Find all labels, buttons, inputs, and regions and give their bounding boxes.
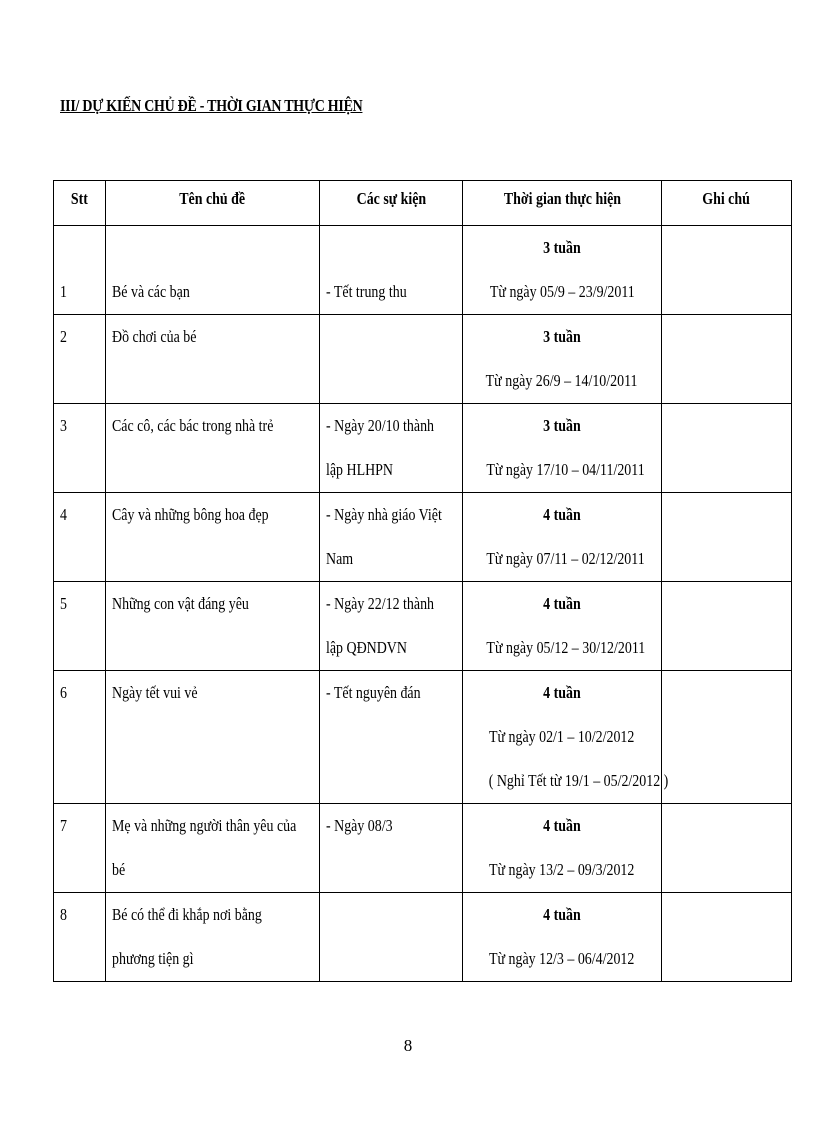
events-cell-text: lập HLHPN (326, 460, 393, 479)
topic-schedule-table (53, 180, 792, 982)
topic-cell-text: phương tiện gì (112, 949, 194, 968)
stt-cell (54, 804, 106, 893)
note-cell (662, 893, 792, 982)
topic-cell (106, 404, 320, 493)
events-cell (320, 493, 463, 582)
events-cell-text: - Ngày 08/3 (326, 816, 393, 835)
stt-cell-text: 5 (60, 594, 67, 613)
time-cell-text: Từ ngày 13/2 – 09/3/2012 (489, 860, 635, 879)
table-row (54, 315, 792, 404)
stt-cell (54, 493, 106, 582)
note-cell (662, 582, 792, 671)
time-cell-text: 3 tuần (543, 327, 581, 346)
topic-cell-text: Những con vật đáng yêu (112, 594, 249, 613)
events-cell (320, 582, 463, 671)
section-heading: III/ DỰ KIẾN CHỦ ĐỀ - THỜI GIAN THỰC HIỆN (60, 96, 363, 115)
note-cell (662, 226, 792, 315)
note-cell (662, 493, 792, 582)
topic-cell-text: Cây và những bông hoa đẹp (112, 505, 269, 524)
events-cell-text: - Ngày 20/10 thành (326, 416, 435, 435)
time-cell-text: 3 tuần (543, 416, 581, 435)
note-cell (662, 804, 792, 893)
time-cell-text: 4 tuần (543, 816, 581, 835)
time-cell-text: 4 tuần (543, 505, 581, 524)
table-row (54, 493, 792, 582)
time-cell (463, 582, 662, 671)
topic-cell (106, 582, 320, 671)
events-cell-text: - Ngày 22/12 thành (326, 594, 435, 613)
topic-cell (106, 226, 320, 315)
time-cell-text: 4 tuần (543, 905, 581, 924)
stt-cell-text: 4 (60, 505, 67, 524)
stt-cell (54, 315, 106, 404)
table-header-row (54, 181, 792, 226)
time-cell (463, 671, 669, 804)
stt-cell (54, 582, 106, 671)
events-cell (320, 893, 463, 982)
page-number: 8 (403, 1036, 413, 1055)
note-cell (662, 404, 792, 493)
time-cell-text: 4 tuần (543, 594, 581, 613)
time-cell-text: Từ ngày 17/10 – 04/11/2011 (486, 460, 645, 479)
events-cell-text: - Ngày nhà giáo Việt (326, 505, 442, 524)
table-row (54, 671, 792, 804)
table-row (54, 226, 792, 315)
header-stt: Stt (54, 181, 106, 226)
header-time: Thời gian thực hiện (463, 181, 662, 226)
header-note: Ghi chú (662, 181, 792, 226)
time-cell-text: ( Nghỉ Tết từ 19/1 – 05/2/2012 ) (488, 771, 669, 790)
table-row (54, 582, 792, 671)
stt-cell (54, 671, 106, 804)
events-cell (320, 804, 463, 893)
stt-cell (54, 226, 106, 315)
topic-cell-text: Đồ chơi của bé (112, 327, 197, 346)
stt-cell-text: 1 (60, 282, 67, 301)
time-cell (463, 315, 662, 404)
time-cell (463, 226, 662, 315)
topic-cell-text: Bé và các bạn (112, 282, 190, 301)
time-cell (463, 404, 662, 493)
time-cell-text: Từ ngày 26/9 – 14/10/2011 (486, 371, 638, 390)
topic-cell (106, 804, 320, 893)
stt-cell (54, 404, 106, 493)
topic-cell (106, 493, 320, 582)
table-row (54, 404, 792, 493)
events-cell (320, 671, 463, 804)
events-cell (320, 226, 463, 315)
table-row (54, 804, 792, 893)
time-cell (463, 804, 662, 893)
events-cell (320, 315, 463, 404)
header-topic: Tên chủ đề (106, 181, 320, 226)
events-cell-text: lập QĐNDVN (326, 638, 407, 657)
time-cell-text: 3 tuần (543, 238, 581, 257)
stt-cell-text: 2 (60, 327, 67, 346)
time-cell-text: Từ ngày 05/9 – 23/9/2011 (489, 282, 635, 301)
stt-cell-text: 7 (60, 816, 67, 835)
table-row (54, 893, 792, 982)
events-cell-text: - Tết nguyên đán (326, 683, 421, 702)
time-cell-text: Từ ngày 05/12 – 30/12/2011 (486, 638, 646, 657)
events-cell-text: Nam (326, 549, 354, 568)
time-cell-text: 4 tuần (543, 683, 581, 702)
time-cell (463, 893, 662, 982)
time-cell (463, 493, 662, 582)
topic-cell-text: Ngày tết vui vẻ (112, 683, 198, 702)
stt-cell-text: 8 (60, 905, 67, 924)
header-events: Các sự kiện (320, 181, 463, 226)
time-cell-text: Từ ngày 02/1 – 10/2/2012 (489, 727, 635, 746)
topic-cell-text: bé (112, 860, 126, 879)
topic-cell-text: Mẹ và những người thân yêu của (112, 816, 297, 835)
note-cell (662, 315, 792, 404)
topic-cell (106, 671, 320, 804)
topic-cell (106, 893, 320, 982)
topic-cell (106, 315, 320, 404)
note-cell (662, 671, 792, 804)
stt-cell (54, 893, 106, 982)
events-cell (320, 404, 463, 493)
events-cell-text: - Tết trung thu (326, 282, 407, 301)
time-cell-text: Từ ngày 07/11 – 02/12/2011 (486, 549, 645, 568)
topic-cell-text: Các cô, các bác trong nhà trẻ (112, 416, 274, 435)
time-cell-text: Từ ngày 12/3 – 06/4/2012 (489, 949, 635, 968)
stt-cell-text: 6 (60, 683, 67, 702)
stt-cell-text: 3 (60, 416, 67, 435)
topic-cell-text: Bé có thể đi khắp nơi bằng (112, 905, 262, 924)
